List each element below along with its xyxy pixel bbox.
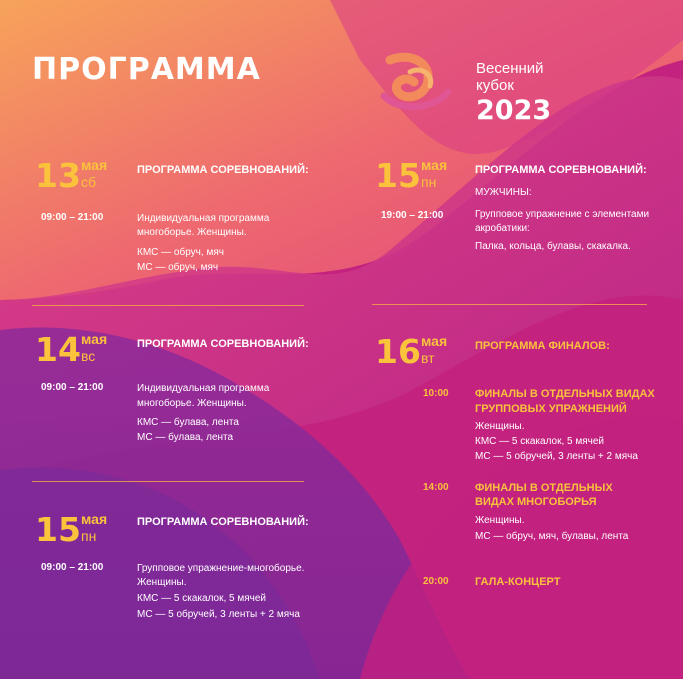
brand-block	[476, 60, 551, 126]
section-heading: ПРОГРАММА СОРЕВНОВАНИЙ:	[475, 164, 647, 176]
event-title: ГРУППОВЫХ УПРАЖНЕНИЙ	[475, 403, 627, 415]
event-time: 20:00	[423, 576, 449, 587]
date-number: 15	[35, 510, 81, 549]
detail-line: Индивидуальная программа	[137, 383, 270, 394]
brand-line1: Весенний	[476, 60, 544, 77]
time-range: 09:00 – 21:00	[41, 382, 104, 393]
ribbon-logo-icon	[380, 52, 452, 114]
detail-line: Групповое упражнение с элементами	[475, 209, 650, 220]
detail-line: Женщины.	[137, 577, 187, 588]
section-heading: ПРОГРАММА ФИНАЛОВ:	[475, 340, 610, 352]
detail-line: КМС — 5 скакалок, 5 мячей	[137, 593, 267, 604]
section-heading: ПРОГРАММА СОРЕВНОВАНИЙ:	[137, 164, 309, 176]
date-month: мая	[421, 333, 448, 349]
detail-line: многоборье. Женщины.	[137, 398, 247, 409]
event-title: ФИНАЛЫ В ОТДЕЛЬНЫХ	[475, 482, 613, 494]
day-14	[35, 332, 335, 462]
detail-line: Индивидуальная программа	[137, 213, 270, 224]
time-range: 19:00 – 21:00	[381, 210, 444, 221]
detail-line: КМС — булава, лента	[137, 417, 239, 428]
event-time: 10:00	[423, 388, 449, 399]
detail-line: многоборье. Женщины.	[137, 227, 247, 238]
time-range: 09:00 – 21:00	[41, 212, 104, 223]
date-weekday: вт	[421, 350, 435, 366]
date-number: 14	[35, 330, 81, 369]
detail-line: КМС — обруч, мяч	[137, 247, 224, 258]
event-title: ВИДАХ МНОГОБОРЬЯ	[475, 496, 597, 508]
divider	[32, 305, 304, 306]
date-number: 16	[375, 332, 421, 371]
date-weekday: сб	[81, 174, 97, 190]
detail-line: МС — 5 обручей, 3 ленты + 2 мяча	[137, 609, 300, 620]
time-range: 09:00 – 21:00	[41, 562, 104, 573]
date-month: мая	[81, 511, 108, 527]
detail-line: Женщины.	[475, 515, 525, 526]
date-weekday: вс	[81, 348, 96, 364]
detail-line: МС — 5 обручей, 3 ленты + 2 мяча	[475, 451, 638, 462]
detail-line: МС — обруч, мяч	[137, 262, 219, 273]
brand-line2: кубок	[476, 77, 514, 94]
date-number: 13	[35, 156, 81, 195]
detail-line: акробатики:	[475, 223, 530, 234]
section-heading: ПРОГРАММА СОРЕВНОВАНИЙ:	[137, 338, 309, 350]
detail-line: Женщины.	[475, 421, 525, 432]
date-weekday: пн	[81, 528, 97, 544]
divider	[32, 481, 304, 482]
date-month: мая	[81, 157, 108, 173]
date-month: мая	[81, 331, 108, 347]
brand-year: 2023	[476, 95, 552, 126]
section-heading: ПРОГРАММА СОРЕВНОВАНИЙ:	[137, 516, 309, 528]
detail-line: Групповое упражнение-многоборье.	[137, 563, 305, 574]
date-month: мая	[421, 157, 448, 173]
page-title: ПРОГРАММА	[32, 52, 261, 87]
detail-line: Палка, кольца, булавы, скакалка.	[475, 241, 631, 252]
day-16	[375, 334, 675, 604]
event-time: 14:00	[423, 482, 449, 493]
date-number: 15	[375, 156, 421, 195]
event-title: ГАЛА-КОНЦЕРТ	[475, 576, 561, 588]
date-weekday: пн	[421, 174, 437, 190]
day-15-left	[35, 512, 335, 642]
day-15-right	[375, 158, 675, 288]
detail-line: МС — булава, лента	[137, 432, 234, 443]
detail-line: МС — обруч, мяч, булавы, лента	[475, 531, 629, 542]
event-title: ФИНАЛЫ В ОТДЕЛЬНЫХ ВИДАХ	[475, 388, 655, 400]
section-subheading: МУЖЧИНЫ:	[475, 187, 532, 198]
detail-line: КМС — 5 скакалок, 5 мячей	[475, 436, 605, 447]
divider	[372, 304, 647, 305]
day-13	[35, 158, 335, 288]
